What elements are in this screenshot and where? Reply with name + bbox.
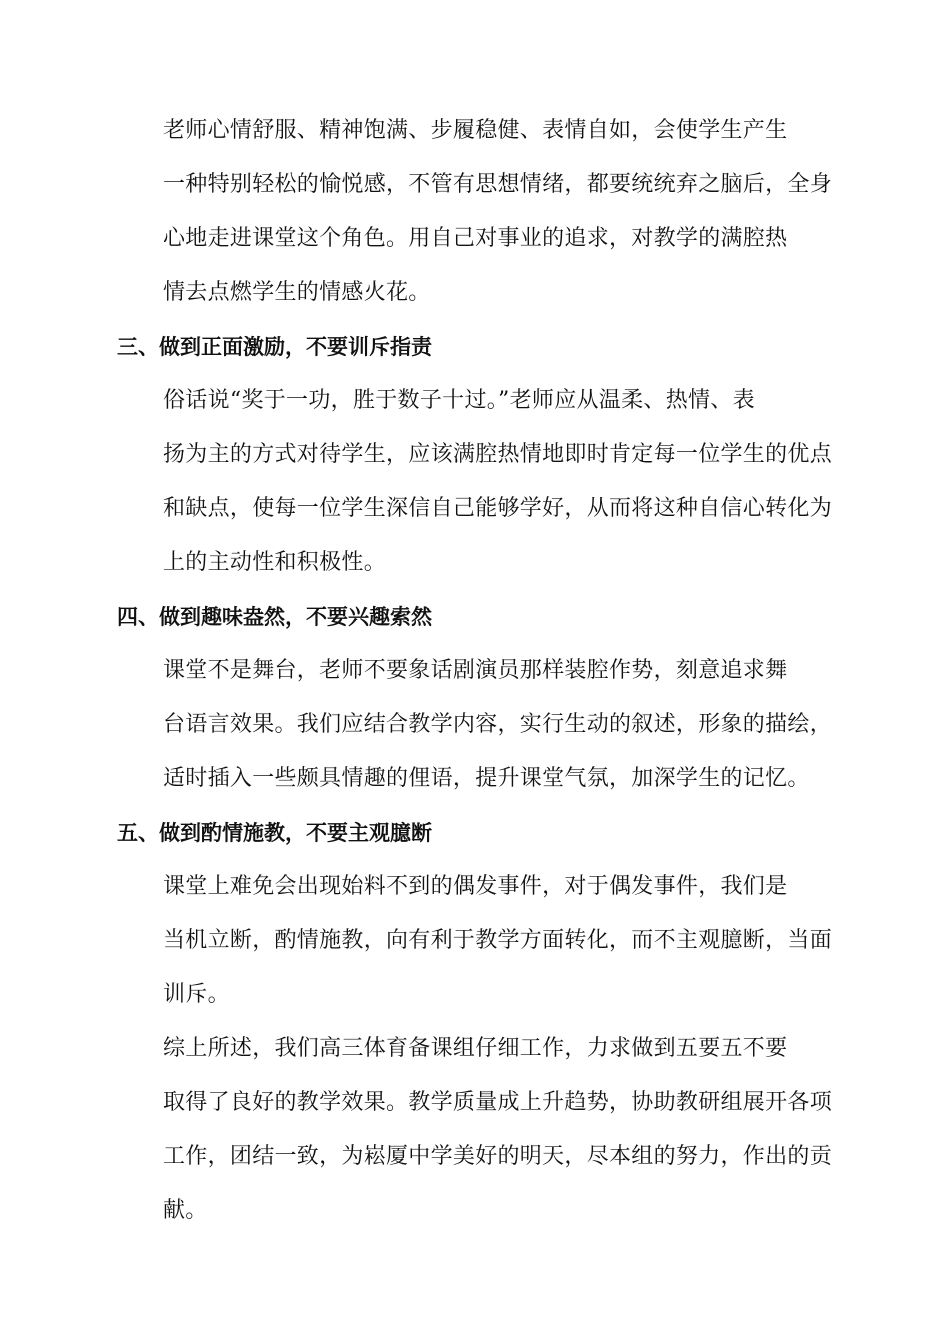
paragraph-line: 课堂不是舞台，老师不要象话剧演员那样装腔作势，刻意追求舞 [163, 658, 788, 683]
paragraph-line: 综上所述，我们高三体育备课组仔细工作，力求做到五要五不要 [163, 1036, 788, 1061]
paragraph-line: 俗话说“奖于一功，胜于数子十过。”老师应从温柔、热情、表 [163, 388, 755, 413]
section-heading-5: 五、做到酌情施教，不要主观臆断 [117, 821, 432, 845]
paragraph-line: 取得了良好的教学效果。教学质量成上升趋势，协助教研组展开各项 [163, 1090, 833, 1115]
paragraph-line: 老师心情舒服、精神饱满、步履稳健、表情自如，会使学生产生 [163, 118, 788, 143]
paragraph-line: 当机立断，酌情施教，向有利于教学方面转化，而不主观臆断，当面 [163, 928, 833, 953]
paragraph-line: 课堂上难免会出现始料不到的偶发事件，对于偶发事件，我们是 [163, 874, 788, 899]
paragraph-line: 训斥。 [163, 982, 230, 1007]
paragraph-line: 情去点燃学生的情感火花。 [163, 280, 431, 305]
paragraph-line: 心地走进课堂这个角色。用自己对事业的追求，对教学的满腔热 [163, 226, 788, 251]
paragraph-line: 和缺点，使每一位学生深信自己能够学好，从而将这种自信心转化为 [163, 496, 833, 521]
paragraph-line: 一种特别轻松的愉悦感，不管有思想情绪，都要统统弃之脑后，全身 [163, 172, 833, 197]
paragraph-line: 工作，团结一致，为崧厦中学美好的明天，尽本组的努力，作出的贡 [163, 1144, 833, 1169]
paragraph-line: 献。 [163, 1198, 208, 1223]
paragraph-line: 扬为主的方式对待学生，应该满腔热情地即时肯定每一位学生的优点 [163, 442, 833, 467]
paragraph-line: 上的主动性和积极性。 [163, 550, 387, 575]
paragraph-line: 适时插入一些颇具情趣的俚语，提升课堂气氛，加深学生的记忆。 [163, 766, 810, 791]
section-heading-4: 四、做到趣味盎然，不要兴趣索然 [117, 605, 432, 629]
paragraph-line: 台语言效果。我们应结合教学内容，实行生动的叙述，形象的描绘， [163, 712, 833, 737]
section-heading-3: 三、做到正面激励，不要训斥指责 [117, 335, 432, 359]
